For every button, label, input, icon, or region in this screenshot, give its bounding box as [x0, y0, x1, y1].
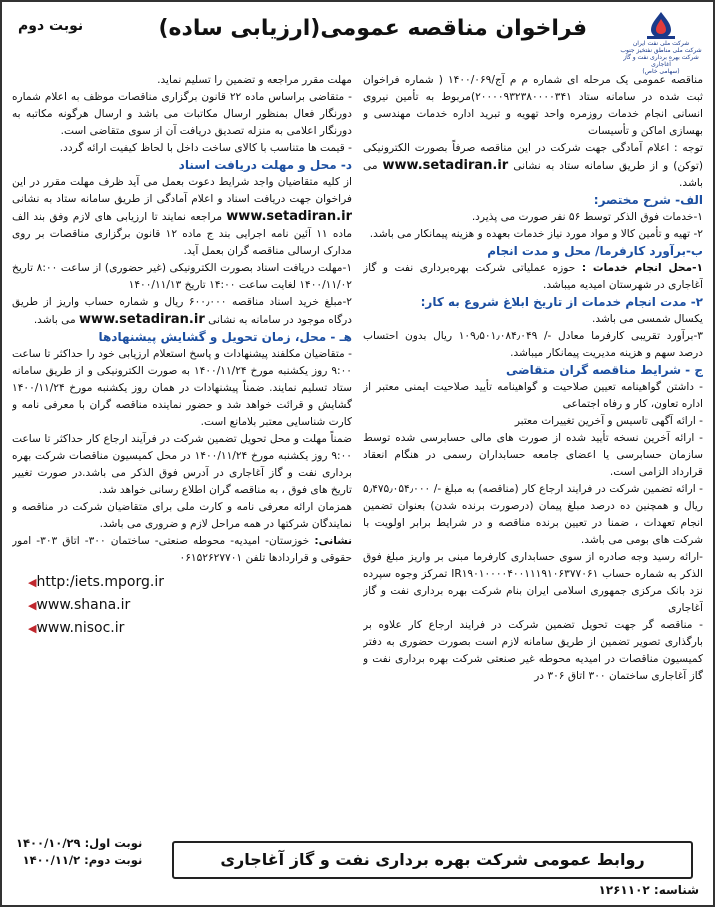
notice-title: فراخوان مناقصه عمومی(ارزیابی ساده): [158, 16, 587, 41]
link-iets-text[interactable]: http:/iets.mporg.ir: [36, 574, 164, 590]
link-iets[interactable]: [22, 571, 352, 594]
setadiran-link-3[interactable]: www.setadiran.ir: [79, 312, 205, 327]
notice-id: شناسه: ۱۲۶۱۱۰۲: [598, 883, 699, 897]
be-item-1-text: حوزه عملیاتی شرکت بهره‌برداری نفت و گاز آغاجاری در شهرستان امیدیه میباشد.: [363, 262, 703, 291]
left-p6: [12, 294, 352, 329]
address-paragraph: [12, 533, 352, 567]
setadiran-link-2[interactable]: www.setadiran.ir: [226, 209, 352, 224]
publication-dates: [16, 835, 142, 869]
link-shana-text[interactable]: www.shana.ir: [36, 597, 131, 613]
section-be-heading: ب-برآورد کارفرما/ محل و مدت انجام: [487, 244, 703, 258]
be-item-2: یکسال شمسی می باشد.: [591, 313, 703, 325]
intro-paragraph: مناقصه عمومی یک مرحله ای شماره م م آج/۱۴۰۰/۰۶۹ ( شماره فراخوان ثبت شده در سامانه ستاد ۲۰۰۰۰۹۳۲۳۸۰۰۰۰۳۴۱)مربوط به تأمین نیروی انسانی انجام خدمات روزمره واحد تهویه و تبرید اداره خدمات مهندسی و بهسازی اماکن و تأسیسات: [363, 74, 703, 137]
section-dal-heading: د- محل و مهلت دریافت اسناد: [178, 158, 352, 172]
be-item-3: ۳-برآورد تقریبی کارفرما معادل -/ ۱۰۹٫۵۰۱٫۰۸۴٫۰۴۹ ریال بدون احتساب درصد سهم و هزینه مدیریت پیمانکار میباشد.: [363, 330, 703, 359]
triangle-bullet-icon: ◀: [28, 599, 37, 612]
jim-item-2: - ارائه آگهی تاسیس و آخرین تغییرات معتبر: [514, 415, 703, 427]
jim-item-1: - داشتن گواهینامه تعیین صلاحیت و گواهینامه تأیید صلاحیت ایمنی معتبر از اداره تعاون، کار و رفاه اجتماعی: [363, 381, 703, 410]
right-column: [363, 72, 703, 827]
section-he-heading: هـ - محل، زمان تحویل و گشایش پیشنهادها: [98, 330, 352, 344]
link-shana[interactable]: [22, 594, 352, 617]
second-round-date: نوبت دوم: ۱۴۰۰/۱۱/۲: [22, 853, 143, 867]
jim-item-4: - ارائه تضمین شرکت در فرایند ارجاع کار (مناقصه) به مبلغ -/ ۵٫۴۷۵٫۰۵۴٫۰۰۰ ریال و همچنین ده درصد مبلغ پیمان (درصورت برنده شدن) بعنوان تضمین انجام تعهدات ، ضمنا در تعیین برنده مناقصه و در شرایط برابر اولویت با شرکت های بومی می باشد.: [363, 483, 703, 546]
alef-item-1: ۱-خدمات فوق الذکر توسط ۵۶ نفر صورت می پذیرد.: [471, 211, 703, 223]
triangle-bullet-icon: ◀: [28, 622, 37, 635]
header: [8, 8, 707, 75]
link-nisoc[interactable]: [22, 617, 352, 640]
jim-item-3: - ارائه آخرین نسخه تأیید شده از صورت های مالی حسابرسی شده توسط سازمان حسابرسی یا اعضای جامعه حسابداران رسمی در هنگام انعقاد قرارداد الزامی است.: [363, 432, 703, 478]
links-list: [12, 571, 352, 640]
org-line-3: شرکت بهره برداری نفت و گاز آغاجاری: [623, 54, 699, 68]
left-p4-end: مراجعه نمایند تا ارزیابی های لازم وفق بند الف ماده ۱۱ آئین نامه اجرایی بند ج ماده ۱۲ قانون برگزاری مناقصات بر روی مدارک ارسالی مناقصه گران بعمل آید.: [12, 211, 352, 257]
address-text: خوزستان- امیدیه- محوطه صنعتی- ساختمان ۳۰۰- اتاق ۳۰۳- امور حقوقی و قراردادها تلفن ۰۶۱۵۲۶۲۷۷۰۱: [12, 535, 352, 564]
note-end: می باشد.: [363, 160, 703, 189]
left-p4: [12, 174, 352, 260]
left-p2: - متقاضی براساس ماده ۲۲ قانون برگزاری مناقصات موظف به اعلام شماره دورنگار فعال بمنظور ارسال مکاتبات می باشد و ارسال هرگونه مکاتبه به دورنگار اعلامی به منزله تصدیق دریافت آن از سوی متقاضی است.: [12, 91, 352, 137]
org-line-4: (سهامی خاص): [642, 68, 680, 75]
section-alef-heading: الف- شرح مختصر:: [593, 193, 703, 207]
left-p8: ضمناً مهلت و محل تحویل تضمین شرکت در فرآیند ارجاع کار حداکثر تا ساعت ۹:۰۰ روز یکشنبه مورخ ۱۴۰۰/۱۱/۲۴ در محل کمیسیون مناقصات شرکت بهره برداری نفت و گاز آغاجاری در آدرس فوق الذکر می باشد.در صورت تغییر تاریخ های فوق ، به مناقصه گران اطلاع رسانی خواهد شد.: [12, 433, 352, 496]
round-label: نوبت دوم: [18, 18, 84, 34]
left-p9: همزمان ارائه معرفی نامه و کارت ملی برای متقاضیان شرکت در مناقصه و نمایندگان شرکتها در همه مراحل لازم و ضروری می باشد.: [12, 501, 352, 530]
setadiran-link[interactable]: www.setadiran.ir: [382, 158, 509, 173]
section-jim-heading: ج - شرایط مناقصه گران متقاضی: [505, 363, 703, 377]
be-item-2-heading: ۲- مدت انجام خدمات از تاریخ ابلاغ شروع به کار:: [420, 295, 703, 309]
first-round-date: نوبت اول: ۱۴۰۰/۱۰/۲۹: [16, 836, 143, 850]
org-line-2: شرکت ملی مناطق نفتخیز جنوب: [620, 47, 702, 54]
note-text: توجه : اعلام آمادگی جهت شرکت در این مناقصه صرفاً بصورت الکترونیکی (توکن) و از طریق سامانه ستاد به نشانی: [363, 142, 703, 172]
left-p4-text: از کلیه متقاضیان واجد شرایط دعوت بعمل می آید ظرف مهلت مقرر در این فراخوان جهت دریافت اسناد و اعلام آمادگی از طریق سامانه ستاد به نشانی: [12, 176, 352, 205]
org-line-1: شرکت ملی نفت ایران: [632, 40, 690, 47]
left-p6-end: می باشد.: [33, 314, 76, 326]
link-nisoc-text[interactable]: www.nisoc.ir: [36, 620, 125, 636]
left-p1: مهلت مقرر مراجعه و تضمین را تسلیم نماید.: [157, 74, 352, 86]
left-p7: - متقاضیان مکلفند پیشنهادات و پاسخ استعلام ارزیابی خود را حداکثر تا ساعت ۹:۰۰ روز یکشنبه مورخ ۱۴۰۰/۱۱/۲۴ به صورت الکترونیکی و از طریق سامانه ستاد تسلیم نمایند. ضمناً پیشنهادات در همان روز یکشنبه مورخ ۱۴۰۰/۱۱/۲۴ گشایش و قرائت خواهد شد و حضور نماینده مناقصه گران با معرفی نامه و کارت شناسایی معتبر بلامانع است.: [12, 348, 352, 428]
public-relations-banner: روابط عمومی شرکت بهره برداری نفت و گاز آغاجاری: [172, 841, 693, 879]
note-paragraph: [363, 140, 703, 192]
alef-item-2: ۲- تهیه و تأمین کالا و مواد مورد نیاز خدمات بعهده و هزینه پیمانکار می باشد.: [369, 228, 703, 240]
jim-item-5: -ارائه رسید وجه صادره از سوی حسابداری کارفرما مبنی بر واریز مبلغ فوق الذکر به شماره حساب IR۱۹۰۱۰۰۰۰۴۰۰۱۱۱۹۱۰۶۳۷۷۰۶۱ تمرکز وجوه سپرده نزد بانک مرکزی جمهوری اسلامی ایران بنام شرکت بهره برداری نفت و گاز آغاجاری: [363, 551, 703, 614]
left-p6-text: ۲-مبلغ خرید اسناد مناقصه ۶۰۰٫۰۰۰ ریال و شماره حساب واریز از طریق درگاه موجود در سامانه به نشانی: [12, 296, 352, 326]
left-p3: - قیمت ها متناسب با کالای ساخت داخل با لحاظ کیفیت ارائه گردد.: [59, 142, 352, 154]
triangle-bullet-icon: ◀: [28, 576, 37, 589]
oil-company-emblem-icon: [641, 10, 681, 40]
be-item-1-label: ۱-محل انجام خدمات :: [581, 262, 703, 274]
address-label: نشانی:: [314, 535, 352, 547]
left-column: [12, 72, 352, 827]
be-item-1: [363, 260, 703, 294]
footer: [2, 827, 713, 905]
jim-item-6: - مناقصه گر جهت تحویل تضمین شرکت در فرایند ارجاع کار علاوه بر بارگذاری تصویر تضمین از طریق سامانه لازم است بصورت حضوری به دفتر کمیسیون مناقصات در امیدیه محوطه غیر صنعتی شرکت بهره برداری نفت و گاز آغاجاری ساختمان ۳۰۰ اتاق ۳۰۶ در: [363, 619, 703, 682]
company-logo: [619, 10, 703, 75]
left-p5: ۱-مهلت دریافت اسناد بصورت الکترونیکی (غیر حضوری) از ساعت ۸:۰۰ تاریخ ۱۴۰۰/۱۱/۰۲ لغایت ساعت ۱۴:۰۰ تاریخ ۱۴۰۰/۱۱/۱۳: [12, 262, 352, 291]
